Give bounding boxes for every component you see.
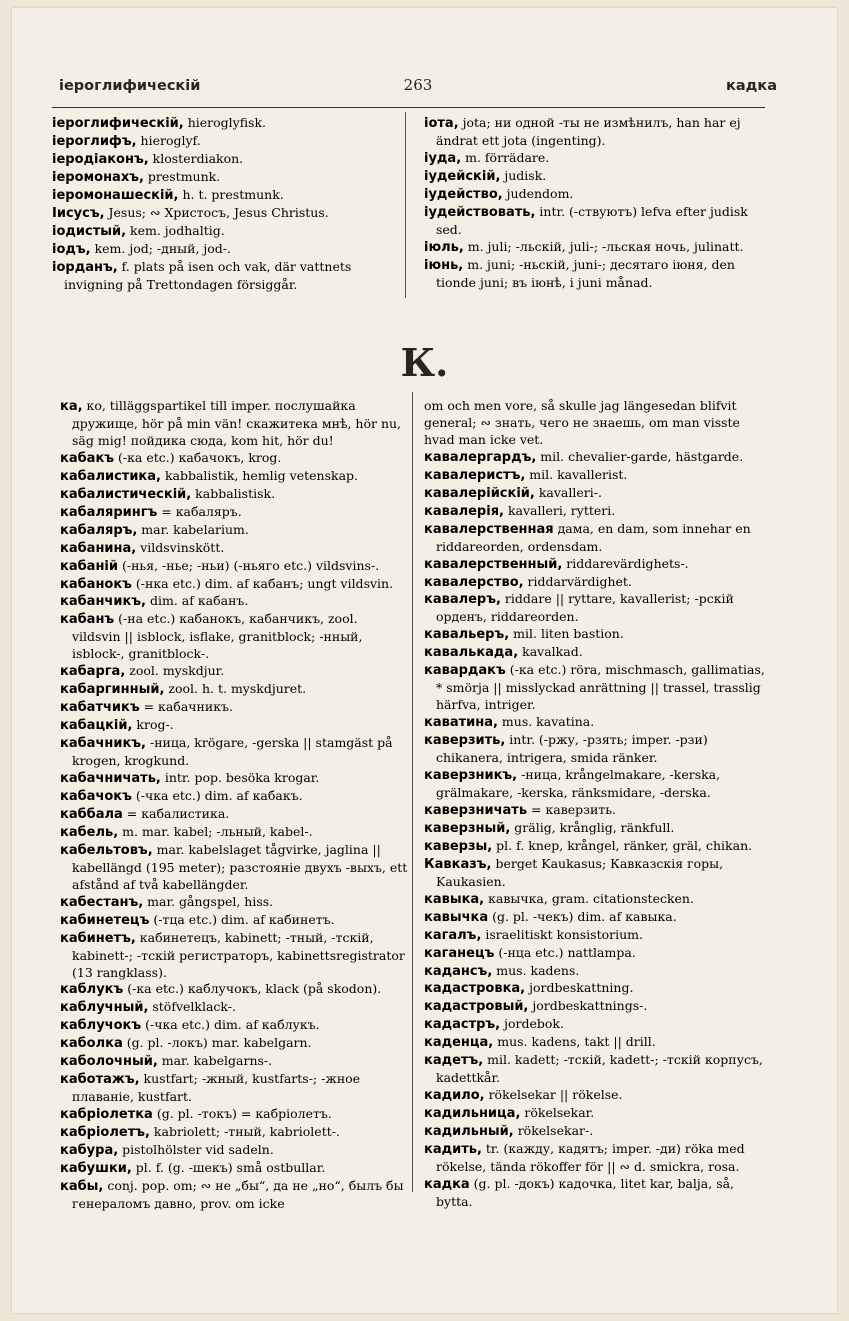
entry-definition: mus. kadens. (492, 962, 580, 978)
dictionary-entry (424, 856, 768, 891)
dictionary-entry (52, 115, 400, 133)
entry-definition: klosterdiakon. (148, 150, 244, 166)
entry-headword: кабацкій, (60, 718, 133, 734)
entry-definition: prestmunk. (143, 168, 221, 184)
entry-definition: zool. myskdjur. (125, 663, 225, 679)
entry-definition: = кабалистика. (122, 805, 230, 821)
entry-headword: кагалъ, (424, 927, 482, 943)
entry-headword: каденца, (424, 1035, 494, 1051)
page-header (59, 74, 777, 98)
entry-definition: riddarevärdighets-. (562, 555, 689, 571)
bottom-left-column (60, 398, 408, 1213)
entry-definition: kabbalistik, hemlig vetenskap. (160, 467, 358, 483)
dictionary-entry (60, 522, 408, 540)
dictionary-entry (424, 767, 768, 802)
entry-headword: кавалерійскій, (424, 485, 535, 501)
entry-headword: іодистый, (52, 223, 127, 239)
entry-headword: іуда, (424, 150, 462, 166)
dictionary-entry (60, 663, 408, 681)
dictionary-entry (60, 894, 408, 912)
entry-headword: іорданъ, (52, 259, 118, 275)
entry-definition: = кабачникъ. (139, 699, 233, 715)
entry-headword: кабарга, (60, 664, 126, 680)
dictionary-entry (60, 1053, 408, 1071)
entry-headword: кадильница, (424, 1106, 521, 1122)
entry-headword: кадансъ, (424, 963, 493, 979)
dictionary-entry (60, 398, 408, 450)
entry-headword: кабестанъ, (60, 894, 144, 910)
entry-definition: m. mar. kabel; -льный, kabel-. (118, 823, 313, 839)
dictionary-entry (424, 945, 768, 963)
entry-definition: pl. f. (g. -шекъ) små ostbullar. (131, 1159, 326, 1175)
entry-definition: mil. liten bastion. (509, 626, 624, 642)
entry-headword: кабакъ (60, 450, 115, 466)
dictionary-entry (424, 820, 768, 838)
entry-definition: judisk. (500, 167, 547, 183)
dictionary-entry (60, 699, 408, 717)
entry-headword: кадетъ, (424, 1053, 484, 1069)
dictionary-entry (60, 576, 408, 594)
dictionary-entry (60, 1160, 408, 1178)
running-head-last-word: кадка (726, 78, 777, 94)
entry-headword: Іисусъ, (52, 205, 105, 221)
entry-definition: mil. kavallerist. (525, 466, 628, 482)
entry-definition: conj. pop. om; ∾ не „бы“, да не „но“, былъ бы генераломъ давно, prov. om icke (72, 1177, 404, 1211)
dictionary-entry (424, 1123, 768, 1141)
dictionary-entry (60, 806, 408, 824)
dictionary-entry (60, 1035, 408, 1053)
dictionary-entry (60, 999, 408, 1017)
entry-headword: каганецъ (424, 945, 495, 961)
entry-definition: (g. pl. -докъ) кадочка, litet kar, balja, så, bytta. (436, 1175, 735, 1209)
entry-definition: jota; ни одной -ты не измѣнилъ, han har ej ändrat ett jota (ingenting). (436, 115, 741, 148)
entry-headword: каверзникъ, (424, 768, 518, 784)
entry-headword: каверзничать (424, 802, 528, 818)
entry-headword: кабанчикъ, (60, 594, 146, 610)
entry-definition: vildsvinskött. (136, 539, 225, 555)
entry-definition: (-нка etc.) dim. af кабанъ; ungt vildsvin. (131, 575, 394, 591)
entry-headword: кадило, (424, 1088, 485, 1104)
entry-definition: berget Kaukasus; Кавказскія горы, Kaukasien. (436, 855, 724, 889)
entry-definition: m. juni; -ньскій, juni-; десятаго іюня, den tionde juni; въ іюнѣ, i juni månad. (436, 256, 735, 290)
dictionary-entry (60, 717, 408, 735)
entry-headword: кабельтовъ, (60, 842, 153, 858)
dictionary-entry (60, 1142, 408, 1160)
entry-definition: h. t. prestmunk. (178, 186, 284, 202)
entry-definition: kabriolett; -тный, kabriolett-. (149, 1124, 340, 1140)
entry-definition: jordbeskattnings-. (528, 998, 648, 1014)
entry-definition: dim. af кабанъ. (146, 593, 249, 609)
entry-headword: кабанокъ (60, 576, 132, 592)
entry-headword: кабріолетка (60, 1107, 153, 1123)
dictionary-entry (60, 1124, 408, 1142)
entry-headword: кавальеръ, (424, 627, 510, 643)
entry-definition: rökelsekar-. (513, 1123, 594, 1139)
dictionary-entry (60, 824, 408, 842)
dictionary-entry (424, 980, 768, 998)
entry-definition: дама, en dam, som innehar en riddareorden, ordensdam. (436, 520, 751, 554)
entry-headword: каблучный, (60, 1000, 149, 1016)
entry-definition: kem. jodhaltig. (126, 222, 225, 238)
dictionary-entry (424, 485, 768, 503)
entry-headword: кабалистическій, (60, 486, 192, 502)
entry-headword: кавалерство, (424, 574, 524, 590)
entry-headword: кавалерственная (424, 521, 554, 537)
dictionary-entry (424, 838, 768, 856)
entry-headword: кадастровка, (424, 981, 526, 997)
entry-definition: mus. kadens, takt || drill. (493, 1034, 656, 1050)
dictionary-entry (60, 486, 408, 504)
dictionary-entry (52, 187, 400, 205)
column-divider-top (405, 112, 406, 298)
dictionary-entry (60, 912, 408, 930)
entry-definition: m. förrädare. (461, 149, 550, 165)
dictionary-entry (424, 1087, 768, 1105)
entry-definition: кабинетецъ, kabinett; -тный, -тскій, kabinett-; -тскій регистраторъ, kabinettsregistrator (13 rangklass). (72, 929, 405, 980)
dictionary-entry (424, 1105, 768, 1123)
dictionary-entry (424, 802, 768, 820)
entry-headword: кавалькада, (424, 645, 519, 661)
entry-definition: (-тца etc.) dim. af кабинетъ. (149, 911, 335, 927)
dictionary-entry (60, 930, 408, 982)
entry-definition: mil. chevalier-garde, hästgarde. (536, 448, 744, 464)
entry-headword: кабы, (60, 1178, 104, 1194)
header-rule (52, 107, 765, 108)
entry-headword: кадильный, (424, 1124, 514, 1140)
entry-headword: кабинетецъ (60, 912, 150, 928)
entry-headword: іюнь, (424, 257, 464, 273)
entry-headword: іероглифическій, (52, 116, 184, 131)
entry-headword: іероглифъ, (52, 133, 137, 149)
entry-definition: кавычка, gram. citationstecken. (484, 890, 694, 906)
dictionary-entry (60, 681, 408, 699)
entry-headword: іеродіаконъ, (52, 151, 149, 167)
entry-headword: кадить, (424, 1142, 482, 1158)
dictionary-entry (52, 133, 400, 151)
entry-headword: кабачничать, (60, 771, 161, 787)
entry-definition: (-нца etc.) nattlampa. (494, 944, 636, 960)
entry-headword: іюль, (424, 239, 464, 255)
entry-headword: кабалярингъ (60, 504, 158, 520)
entry-headword: кавалеристъ, (424, 467, 526, 483)
entry-definition: kavalleri, rytteri. (503, 502, 616, 518)
entry-headword: кавалергардъ, (424, 449, 537, 465)
entry-definition: = кабаляръ. (157, 503, 242, 519)
dictionary-entry (424, 1016, 768, 1034)
entry-definition: kabbalistisk. (191, 485, 276, 501)
dictionary-entry (424, 1052, 768, 1087)
entry-headword: кабель, (60, 824, 119, 840)
dictionary-entry (424, 927, 768, 945)
entry-headword: кабанъ (60, 612, 115, 628)
entry-headword: іудейство, (424, 186, 503, 202)
entry-definition: stöfvelklack-. (148, 999, 236, 1015)
entry-headword: кавалеръ, (424, 592, 501, 608)
dictionary-entry (52, 241, 400, 259)
entry-definition: (-нья, -нье; -ньи) (-ньяго etc.) vildsvins-. (118, 557, 380, 573)
entry-definition: intr. (-ствуютъ) lefva efter judisk sed. (436, 203, 748, 237)
dictionary-entry (424, 521, 768, 556)
dictionary-entry (424, 626, 768, 644)
entry-headword: каверзить, (424, 733, 506, 749)
dictionary-entry (424, 1141, 768, 1176)
dictionary-entry (52, 223, 400, 241)
dictionary-entry (424, 662, 768, 714)
entry-definition: mar. gångspel, hiss. (143, 893, 274, 909)
dictionary-entry (52, 151, 400, 169)
dictionary-entry (60, 788, 408, 806)
entry-headword: кавардакъ (424, 663, 506, 679)
dictionary-entry (424, 556, 768, 574)
entry-headword: кадастръ, (424, 1017, 501, 1033)
dictionary-entry (424, 503, 768, 521)
dictionary-entry (424, 1034, 768, 1052)
entry-headword: кадастровый, (424, 999, 529, 1015)
dictionary-entry (424, 150, 768, 168)
entry-definition: pl. f. knep, krångel, ränker, gräl, chikan. (492, 837, 753, 853)
entry-definition: (-ка etc.) каблучокъ, klack (på skodon). (123, 981, 382, 997)
entry-definition: grälig, krånglig, ränkfull. (510, 819, 675, 835)
entry-definition: jordebok. (500, 1016, 564, 1032)
entry-definition: ко, tilläggspartikel till imper. послушайка дружище, hör på min vän! скажитека мнѣ, hör nu, säg mig! пойдика сюда, kom hit, hör du! (72, 398, 402, 448)
entry-headword: кабалистика, (60, 468, 161, 484)
dictionary-entry (424, 732, 768, 767)
entry-definition: (-ка etc.) кабачокъ, krog. (114, 449, 282, 465)
entry-definition: hieroglyf. (136, 132, 201, 148)
entry-definition: krog-. (132, 717, 174, 733)
entry-headword: іота, (424, 116, 459, 131)
entry-definition: israelitiskt konsistorium. (481, 926, 643, 942)
entry-headword: кадка (424, 1176, 470, 1192)
entry-headword: кабаргинный, (60, 682, 165, 698)
entry-headword: ка, (60, 399, 83, 414)
entry-definition: m. juli; -льскій, juli-; -льская ночь, julinatt. (463, 238, 744, 254)
dictionary-entry (424, 591, 768, 626)
dictionary-entry (52, 205, 400, 223)
entry-definition: (-на etc.) кабанокъ, кабанчикъ, zool. vildsvin || isblock, isflake, granitblock; -нный, isblock-, granitblock-. (72, 611, 363, 662)
entry-definition: kavalkad. (518, 644, 583, 660)
dictionary-entry (60, 593, 408, 611)
entry-headword: кабачникъ, (60, 736, 146, 752)
entry-definition: om och men vore, så skulle jag längesedan blifvit general; ∾ знать, чего не знаешь, om man visste hvad man icke vet. (424, 398, 740, 447)
entry-headword: кабріолетъ, (60, 1125, 150, 1141)
entry-definition: (g. pl. -локъ) mar. kabelgarn. (122, 1035, 312, 1051)
entry-definition: zool. h. t. myskdjuret. (164, 681, 307, 697)
dictionary-entry (60, 1106, 408, 1124)
entry-headword: кавалерственный, (424, 556, 563, 572)
entry-definition: rökelsekar || rökelse. (484, 1087, 623, 1103)
entry-headword: кабура, (60, 1143, 119, 1159)
dictionary-entry (60, 735, 408, 770)
entry-headword: кабанина, (60, 540, 137, 556)
entry-headword: кабинетъ, (60, 930, 136, 946)
entry-headword: кабатчикъ (60, 700, 140, 716)
dictionary-entry (424, 998, 768, 1016)
dictionary-entry (424, 574, 768, 592)
entry-definition: kem. jod; -дный, jod-. (90, 240, 232, 256)
entry-headword: іеромонахъ, (52, 169, 144, 185)
dictionary-entry (424, 467, 768, 485)
entry-definition: = каверзить. (527, 801, 617, 817)
top-right-column (424, 115, 768, 292)
dictionary-entry (60, 611, 408, 663)
dictionary-entry (424, 644, 768, 662)
entry-headword: каватина, (424, 715, 498, 731)
dictionary-entry (52, 259, 400, 294)
entry-headword: кабаляръ, (60, 522, 138, 538)
entry-definition: Jesus; ∾ Христосъ, Jesus Christus. (104, 204, 329, 220)
entry-definition: intr. pop. besöka krogar. (160, 770, 320, 786)
dictionary-entry (60, 1071, 408, 1106)
dictionary-entry (60, 558, 408, 576)
entry-headword: каблучокъ (60, 1018, 142, 1034)
entry-definition: intr. (-ржу, -рзять; imper. -рзи) chikanera, intrigera, smida ränker. (436, 732, 708, 766)
dictionary-entry (60, 1178, 408, 1213)
entry-headword: каболка (60, 1036, 123, 1052)
running-head-first-word: іероглифическій (59, 78, 201, 94)
entry-definition: (-ка etc.) röra, mischmasch, gallimatias, * smörja || misslyckad anrättning || trassel, trasslig härfva, intriger. (436, 662, 765, 713)
entry-headword: іудейскій, (424, 168, 501, 184)
entry-headword: кавыка, (424, 891, 485, 907)
entry-headword: каботажъ, (60, 1072, 140, 1088)
top-left-column (52, 115, 400, 294)
entry-definition: riddare || ryttare, kavallerist; -рскій орденъ, riddareorden. (436, 591, 734, 625)
entry-definition: mar. kabelslaget tågvirke, jaglina || kabellängd (195 meter); разстояніе двухъ -выхъ, ett afstånd af två kabellängder. (72, 841, 408, 892)
section-letter: К. (400, 340, 449, 385)
dictionary-entry (60, 770, 408, 788)
entry-headword: каббала (60, 806, 123, 822)
entry-headword: каболочный, (60, 1054, 158, 1070)
entry-headword: кавычка (424, 909, 489, 925)
entry-headword: кабушки, (60, 1160, 132, 1176)
entry-headword: іеромонашескій, (52, 187, 179, 203)
entry-definition: (-чка etc.) dim. af каблукъ. (141, 1017, 320, 1033)
dictionary-entry (424, 186, 768, 204)
entry-definition: tr. (кажду, кадятъ; imper. -ди) röka med rökelse, tända rökoffer för || ∾ d. smickra, rosa. (436, 1141, 745, 1174)
dictionary-entry (424, 1176, 768, 1211)
entry-definition: rökelsekar. (520, 1105, 595, 1121)
entry-definition: pistolhölster vid sadeln. (118, 1142, 274, 1158)
entry-headword: кавалерія, (424, 503, 504, 519)
dictionary-entry (424, 257, 768, 292)
entry-definition: mar. kabelarium. (137, 521, 249, 537)
dictionary-entry (60, 540, 408, 558)
dictionary-entry (60, 468, 408, 486)
entry-definition: mil. kadett; -тскій, kadett-; -тскій корпусъ, kadettkår. (436, 1052, 763, 1086)
dictionary-entry (60, 450, 408, 468)
entry-definition: (g. pl. -токъ) = кабріолетъ. (152, 1106, 332, 1122)
entry-headword: кабачокъ (60, 788, 132, 804)
entry-definition: jordbeskattning. (525, 980, 634, 996)
entry-definition: hieroglyfisk. (183, 115, 267, 130)
dictionary-entry (424, 168, 768, 186)
entry-definition: kustfart; -жный, kustfarts-; -жное плаваніе, kustfart. (72, 1071, 361, 1105)
dictionary-entry (424, 449, 768, 467)
entry-definition: (g. pl. -чекъ) dim. af кавыка. (488, 908, 677, 924)
entry-definition: (-чка etc.) dim. af кабакъ. (131, 787, 303, 803)
dictionary-entry (424, 714, 768, 732)
dictionary-entry (60, 981, 408, 999)
entry-headword: каверзы, (424, 838, 493, 854)
dictionary-entry (424, 239, 768, 257)
dictionary-entry (424, 963, 768, 981)
bottom-right-column (424, 398, 768, 1211)
entry-definition: mar. kabelgarns-. (157, 1053, 273, 1069)
dictionary-entry (424, 909, 768, 927)
entry-headword: каверзный, (424, 820, 511, 836)
entry-headword: іудействовать, (424, 204, 536, 220)
entry-headword: іодъ, (52, 241, 91, 257)
dictionary-entry (424, 398, 768, 449)
entry-definition: f. plats på isen och vak, där vattnets invigning på Trettondagen försiggår. (64, 258, 352, 292)
dictionary-entry (60, 1017, 408, 1035)
dictionary-entry (60, 842, 408, 894)
entry-headword: кабаній (60, 558, 118, 574)
entry-headword: Кавказъ, (424, 856, 492, 872)
page-number: 263 (403, 76, 433, 94)
dictionary-entry (60, 504, 408, 522)
dictionary-entry (424, 115, 768, 150)
entry-definition: riddarvärdighet. (523, 573, 632, 589)
dictionary-entry (52, 169, 400, 187)
entry-definition: judendom. (502, 185, 574, 201)
entry-definition: -ница, krögare, -gerska || stamgäst på krogen, krogkund. (72, 735, 393, 769)
entry-headword: каблукъ (60, 982, 124, 998)
column-divider-bottom (412, 392, 413, 1192)
entry-definition: mus. kavatina. (497, 714, 595, 730)
dictionary-entry (424, 891, 768, 909)
entry-definition: kavalleri-. (534, 484, 602, 500)
entry-definition: -ница, krångelmakare, -kerska, grälmakare, -kerska, ränksmidare, -derska. (436, 767, 721, 800)
dictionary-entry (424, 204, 768, 239)
